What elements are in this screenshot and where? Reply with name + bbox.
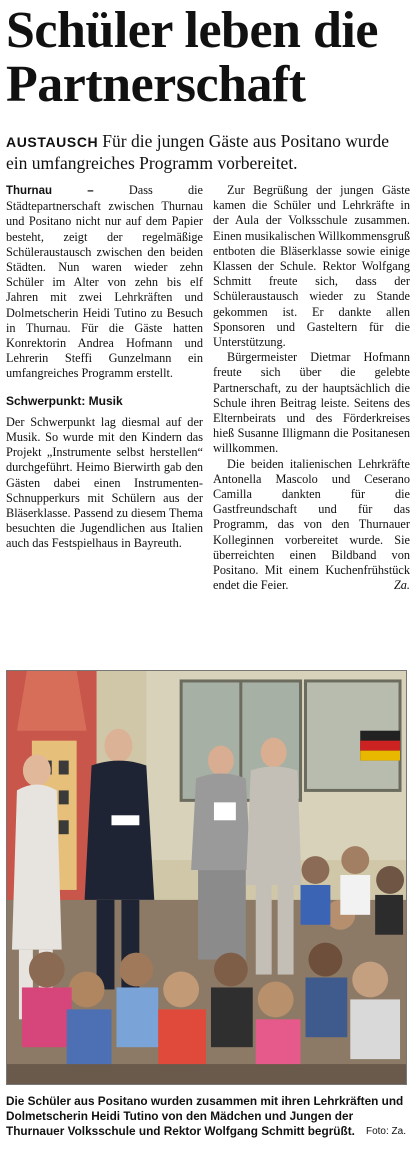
dateline: Thurnau – [6,185,94,197]
photo-credit: Foto: Za. [365,1126,406,1137]
photo-caption: Die Schüler aus Positano wurden zusammen mit ihren Lehrkräften und Dolmetscherin Heidi Tutino von den Mädchen und Jungen der Thurnauer Volksschule und Rektor Wolfgang Schmitt begrüßt. [6,1094,404,1138]
paragraph-1: Dass die Städtepartnerschaft zwischen Thurnau und Positano nicht nur auf dem Papier besteht, zeigt der regelmäßige Schüleraustausch zwischen den beiden Städten. Nun waren wieder zehn Schüler im Alter von zehn bis elf Jahren mit zwei Lehrkräften und Dolmetscherin Heidi Tutino zu Besuch in Thurnau. Für die Gäste hatten Konrektorin Andrea Hofmann und Lehrerin Steffi Gunzelmann ein umfangreiches Programm erstellt. [6,183,204,381]
headline: Schüler leben die Partnerschaft [6,2,378,113]
paragraph-5: Die beiden italienischen Lehrkräfte Antonella Mascolo und Ceserano Camilla dankten für die Gastfreundschaft und für das Programm, das von den Thurnauer Kolleginnen vorbereitet wurde. Sie überreichten einen Bildband von Positano. Mit einem Kuchenfrühstück endet die Feier. [213,456,410,593]
subheadline-text: Für die jungen Gäste aus Positano wurde ein umfangreiches Programm vorbereitet. [6,131,390,173]
article-column-right [213,183,410,593]
paragraph-3: Zur Begrüßung der jungen Gäste kamen die Schüler und Lehrkräfte in der Aula der Volksschule zusammen. Einen musikalischen Willkommensgruß entboten die Bläserklasse sowie einige Klassen der Schule. Rektor Wolfgang Schmitt freute sich, dass der Schüleraustausch wieder zu Stande gekommen ist. Er dankte allen Sponsoren und Gasteltern für die Unterstützung. [213,183,410,350]
article-paragraph [6,183,203,382]
subheadline [6,131,408,174]
article-photo [6,670,407,1085]
kicker: AUSTAUSCH [6,134,99,150]
paragraph-4: Bürgermeister Dietmar Hofmann freute sich über die gelebte Partnerschaft, zu der hauptsächlich die Schule ihren Beitrag leiste. Seitens des Elternbeirats und des Förderkreises hieß Susanne Illigmann die Positanesen willkommen. [213,350,410,456]
author-signature: Za. [393,578,410,593]
article-paragraph-last [213,457,410,594]
section-subtitle: Schwerpunkt: Musik [6,393,123,408]
photo-illustration [7,671,406,1084]
article-column-left [6,183,203,552]
paragraph-2: Der Schwerpunkt lag diesmal auf der Musik. So wurde mit den Kindern das Projekt „Instrumente selbst herstellen“ durchgeführt. Heimo Bierwirth gab den Gästen dabei einen Instrumenten-Schnupperkurs mit Schülern aus der Bläserklasse. Passend zu diesem Thema besuchten die Jugendlichen aus Italien auch das Festspielhaus in Bayreuth. [6,414,203,551]
